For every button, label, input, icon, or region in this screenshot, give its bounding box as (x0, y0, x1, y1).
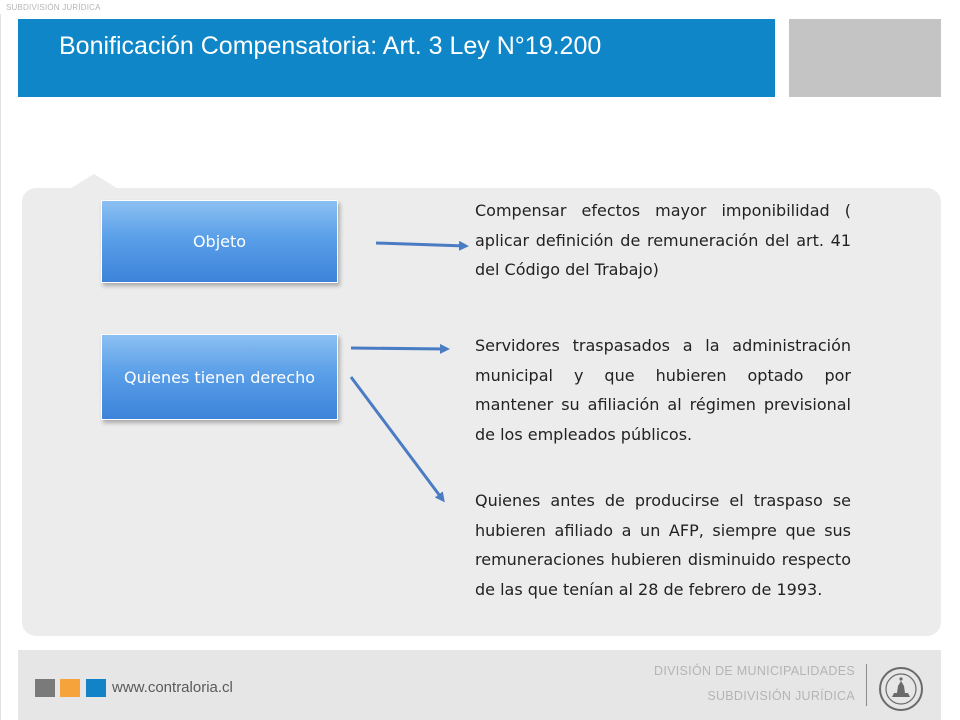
footer-bar (18, 650, 941, 720)
quienes-box-label: Quienes tienen derecho (124, 367, 315, 387)
title-side-block (789, 19, 941, 97)
left-edge-rule (0, 14, 1, 720)
footer-subdivision-text: SUBDIVISIÓN JURÍDICA (707, 689, 855, 703)
top-subdivision-label: SUBDIVISIÓN JURÍDICA (6, 3, 101, 12)
quienes-box (101, 334, 338, 420)
objeto-box-label: Objeto (192, 232, 247, 251)
objeto-box (101, 200, 338, 283)
contraloria-seal-icon (878, 666, 924, 712)
quienes-description-2: Quienes antes de producirse el traspaso se hubieren afiliado a un AFP, siempre que sus remuneraciones hubieren disminuido respecto de las que tenían al 28 de febrero de 1993. (475, 491, 851, 599)
footer-separator (866, 664, 867, 706)
blue-square-icon (86, 679, 106, 697)
footer-division-text: DIVISIÓN DE MUNICIPALIDADES (654, 664, 855, 678)
objeto-description: Compensar efectos mayor imponibilidad ( aplicar definición de remuneración del art. 41 del Código del Trabajo) (475, 201, 851, 279)
orange-square-icon (60, 679, 80, 697)
footer-url-link[interactable]: www.contraloria.cl (112, 679, 233, 696)
slide-title: Bonificación Compensatoria: Art. 3 Ley N°19.200 (59, 32, 602, 60)
title-bar (18, 19, 775, 97)
quienes-description-1: Servidores traspasados a la administración municipal y que hubieren optado por mantener su afiliación al régimen previsional de los empleados públicos. (475, 336, 851, 444)
gray-square-icon (35, 679, 55, 697)
